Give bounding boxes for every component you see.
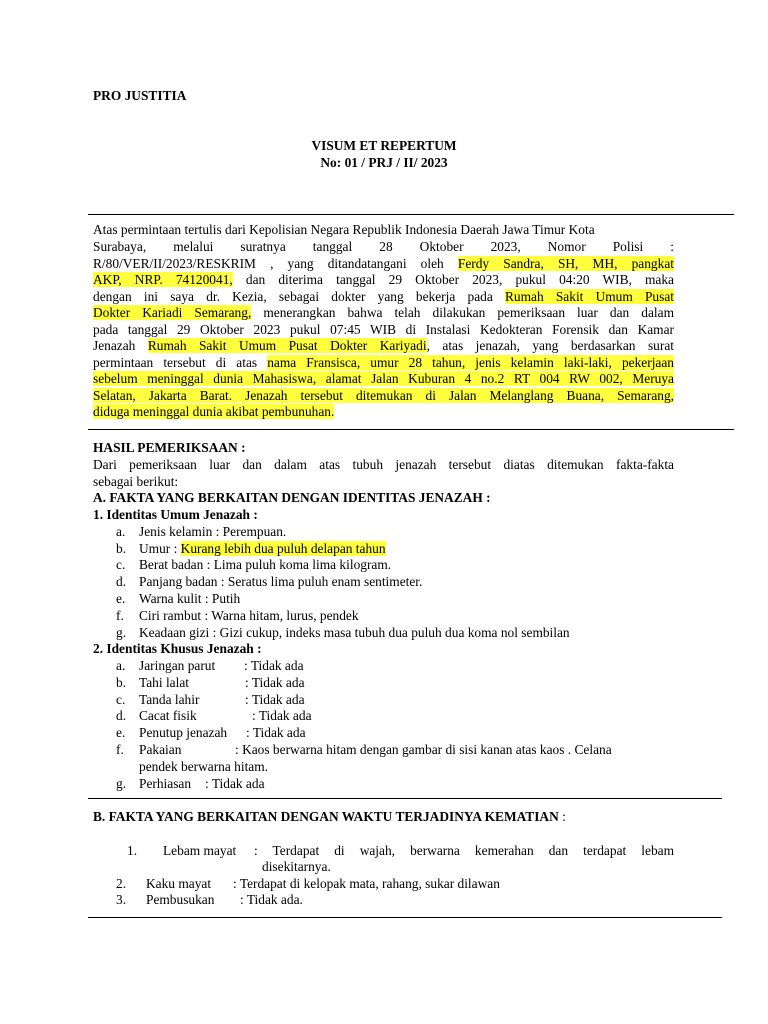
intro-line: Surabaya, melalui suratnya tanggal 28 Oktober 2023, Nomor Polisi : [93, 239, 674, 254]
list-label: Cacat fisik [139, 708, 197, 723]
list-marker: g. [116, 625, 127, 640]
list-marker: c. [116, 557, 126, 572]
list-text: Jenis kelamin : Perempuan. [139, 524, 287, 539]
section-b-heading [93, 809, 566, 826]
list-marker: e. [116, 591, 126, 606]
list-text: Warna kulit : Putih [139, 591, 241, 606]
highlight-victim-identity: Selatan, Jakarta Barat. Jenazah tersebut ditemukan di Jalan Melanglang Buana, Semarang, [93, 388, 674, 403]
highlight-hospital-name: Dokter Kariadi Semarang, [93, 305, 252, 320]
list-label: Jaringan parut [139, 658, 216, 673]
list-label: Umur : [139, 541, 181, 556]
list-marker: b. [116, 541, 127, 556]
list-value: disekitarnya. [262, 859, 331, 874]
intro-text: Jenazah [93, 338, 148, 353]
list-text [139, 541, 386, 558]
list-value: : Tidak ada [252, 708, 312, 723]
list-value: : Kaos berwarna hitam dengan gambar di sisi kanan atas kaos . Celana [235, 742, 612, 757]
list-label: Penutup jenazah [139, 725, 228, 740]
hasil-heading: HASIL PEMERIKSAAN : [93, 440, 246, 455]
list-marker: a. [116, 658, 126, 673]
mid-divider [88, 429, 734, 430]
list-label: Pakaian [139, 742, 182, 757]
list-value: : Tidak ada [246, 725, 306, 740]
intro-line [93, 371, 674, 388]
intro-text: dan diterima tanggal 29 Oktober 2023, pukul 04:20 WIB, maka [232, 272, 674, 287]
document-number: No: 01 / PRJ / II/ 2023 [320, 155, 448, 170]
list-value: : Tidak ada. [240, 892, 303, 907]
hasil-description: sebagai berikut: [93, 474, 179, 489]
list-marker: a. [116, 524, 126, 539]
list-value: : Tidak ada [245, 692, 305, 707]
highlight-victim-identity: diduga meninggal dunia akibat pembunuhan. [93, 404, 335, 419]
section-b-title: B. FAKTA YANG BERKAITAN DENGAN WAKTU TERJADINYA KEMATIAN [93, 809, 559, 824]
list-value: : Terdapat di wajah, berwarna kemerahan dan terdapat lebam [254, 843, 674, 858]
intro-line: Atas permintaan tertulis dari Kepolisian Negara Republik Indonesia Daerah Jawa Timur Kota [93, 222, 595, 237]
list-marker: 3. [116, 892, 127, 907]
list-marker: g. [116, 776, 127, 791]
list-marker: d. [116, 708, 127, 723]
list-marker: e. [116, 725, 126, 740]
top-divider [88, 214, 734, 215]
list-value: : Tidak ada [205, 776, 265, 791]
list-label: Tahi lalat [139, 675, 189, 690]
section-b-divider [88, 798, 722, 799]
intro-text: menerangkan bahwa telah dilakukan pemeriksaan luar dan dalam [251, 305, 674, 320]
list-marker: 1. [127, 843, 138, 858]
list-marker: f. [116, 742, 124, 757]
highlight-officer-rank: AKP, NRP. 74120041, [93, 272, 233, 287]
list-label: Lebam mayat [163, 843, 237, 858]
bottom-divider [88, 917, 722, 918]
intro-line [93, 355, 674, 372]
hasil-description: Dari pemeriksaan luar dan dalam atas tubuh jenazah tersebut diatas ditemukan fakta-fakta [93, 457, 674, 472]
list-text: Panjang badan : Seratus lima puluh enam sentimeter. [139, 574, 423, 589]
intro-line [93, 404, 674, 421]
highlight-age: Kurang lebih dua puluh delapan tahun [180, 541, 386, 556]
list-marker: f. [116, 608, 124, 623]
pro-justitia-label: PRO JUSTITIA [93, 88, 187, 103]
document-title: VISUM ET REPERTUM [311, 138, 457, 153]
list-text: Keadaan gizi : Gizi cukup, indeks masa tubuh dua puluh dua koma nol sembilan [139, 625, 570, 640]
list-marker: d. [116, 574, 127, 589]
list-marker: c. [116, 692, 126, 707]
list-text: Berat badan : Lima puluh koma lima kilogram. [139, 557, 392, 572]
list-label: Kaku mayat [146, 876, 212, 891]
intro-text: dengan ini saya dr. Kezia, sebagai dokter yang bekerja pada [93, 289, 505, 304]
list-marker: 2. [116, 876, 127, 891]
intro-line [93, 272, 674, 289]
intro-line [93, 338, 674, 355]
highlight-victim-identity: sebelum meninggal dunia Mahasiswa, alamat Jalan Kuburan 4 no.2 RT 004 RW 002, Meruya [93, 371, 674, 386]
list-value: : Terdapat di kelopak mata, rahang, sukar dilawan [233, 876, 500, 891]
intro-line [93, 289, 674, 306]
list-label: Tanda lahir [139, 692, 200, 707]
subsection-identitas-khusus: 2. Identitas Khusus Jenazah : [93, 641, 262, 656]
intro-text: R/80/VER/II/2023/RESKRIM , yang ditandatangani oleh [93, 256, 458, 271]
intro-text: permintaan tersebut di atas [93, 355, 268, 370]
list-label: Pembusukan [146, 892, 215, 907]
subsection-identitas-umum: 1. Identitas Umum Jenazah : [93, 507, 258, 522]
list-value: pendek berwarna hitam. [139, 759, 269, 774]
highlight-hospital-name: Rumah Sakit Umum Pusat Dokter Kariyadi [147, 338, 427, 353]
highlight-hospital-name: Rumah Sakit Umum Pusat [504, 289, 674, 304]
list-value: : Tidak ada [245, 675, 305, 690]
list-marker: b. [116, 675, 127, 690]
section-b-colon: : [558, 809, 566, 824]
list-text: Ciri rambut : Warna hitam, lurus, pendek [139, 608, 359, 623]
list-value: : Tidak ada [244, 658, 304, 673]
intro-text: , atas jenazah, yang berdasarkan surat [426, 338, 674, 353]
list-label: Perhiasan [139, 776, 192, 791]
intro-line [93, 305, 674, 322]
intro-line [93, 256, 674, 273]
highlight-victim-identity: nama Fransisca, umur 28 tahun, jenis kelamin laki-laki, pekerjaan [267, 355, 674, 370]
intro-line: pada tanggal 29 Oktober 2023 pukul 07:45 WIB di Instalasi Kedokteran Forensik dan Kamar [93, 322, 674, 337]
intro-line [93, 388, 674, 405]
highlight-officer-name: Ferdy Sandra, SH, MH, pangkat [457, 256, 674, 271]
section-a-heading: A. FAKTA YANG BERKAITAN DENGAN IDENTITAS JENAZAH : [93, 490, 491, 505]
